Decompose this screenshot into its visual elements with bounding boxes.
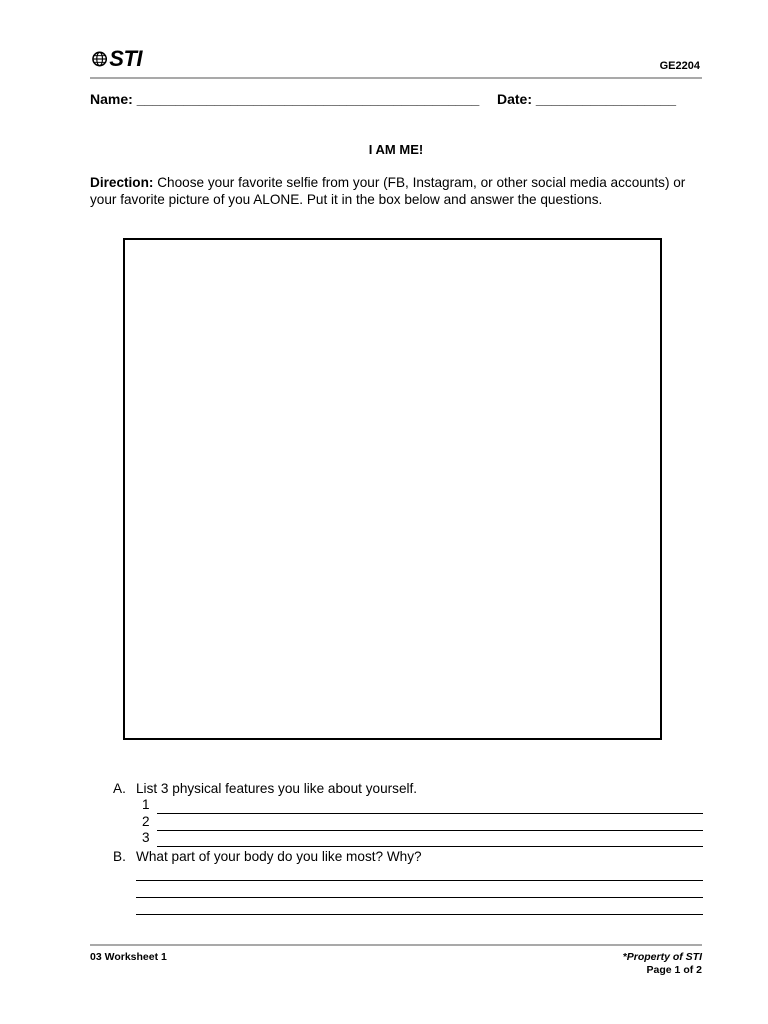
date-blank[interactable]: __________________ (535, 91, 677, 107)
question-a-letter: A. (113, 781, 126, 796)
question-b-text: What part of your body do you like most? Why? (136, 849, 422, 864)
name-blank[interactable]: ____________________________________________ (136, 91, 480, 107)
sti-logo (92, 46, 142, 72)
direction-paragraph (90, 174, 710, 208)
property-notice: *Property of STI (622, 951, 702, 963)
date-label: Date: (497, 91, 533, 107)
date-field[interactable] (497, 91, 676, 107)
footer-divider (90, 944, 702, 946)
photo-box[interactable] (123, 238, 662, 740)
name-label: Name: (90, 91, 133, 107)
answer-a-line-2[interactable] (157, 830, 703, 831)
question-a-text: List 3 physical features you like about yourself. (136, 781, 418, 796)
answer-b-line-1[interactable] (136, 880, 703, 881)
worksheet-label: 03 Worksheet 1 (90, 951, 167, 963)
answer-a-number-1: 1 (142, 797, 150, 812)
globe-icon (92, 51, 107, 67)
question-b-letter: B. (113, 849, 126, 864)
header-divider (90, 77, 702, 79)
answer-b-line-3[interactable] (136, 914, 703, 915)
answer-a-line-1[interactable] (157, 813, 703, 814)
direction-label: Direction: (90, 175, 154, 190)
direction-text: Choose your favorite selfie from your (FB, Instagram, or other social media accounts) or your favorite picture of you ALONE. Put it in the box below and answer the questions. (90, 175, 686, 207)
answer-a-number-3: 3 (142, 830, 150, 845)
answer-a-number-2: 2 (142, 814, 150, 829)
name-field[interactable] (90, 91, 479, 107)
logo-text: STI (109, 46, 142, 71)
worksheet-title: I AM ME! (368, 142, 424, 157)
answer-b-line-2[interactable] (136, 897, 703, 898)
course-code: GE2204 (659, 60, 700, 72)
answer-a-line-3[interactable] (157, 846, 703, 847)
page-number: Page 1 of 2 (646, 964, 702, 976)
